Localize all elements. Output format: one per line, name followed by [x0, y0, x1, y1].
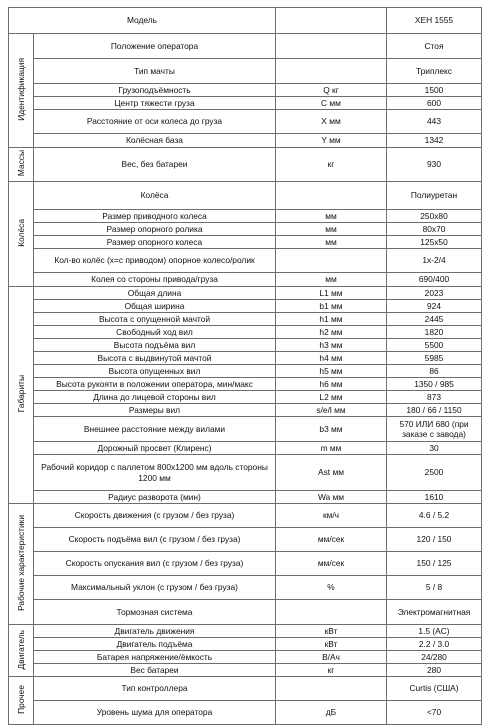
- parameter-name: Размер приводного колеса: [34, 210, 276, 223]
- parameter-unit: L2 мм: [276, 391, 387, 404]
- parameter-name: Центр тяжести груза: [34, 97, 276, 110]
- parameter-value: 30: [387, 442, 482, 455]
- parameter-unit: h6 мм: [276, 378, 387, 391]
- parameter-name: Общая длина: [34, 287, 276, 300]
- parameter-value: 924: [387, 300, 482, 313]
- parameter-unit: b1 мм: [276, 300, 387, 313]
- parameter-name: Положение оператора: [34, 34, 276, 59]
- parameter-value: 180 / 66 / 1150: [387, 404, 482, 417]
- parameter-value: 250x80: [387, 210, 482, 223]
- unit-cell: [276, 8, 387, 34]
- spec-row: [9, 404, 482, 417]
- parameter-unit: мм: [276, 223, 387, 236]
- spec-row: [9, 491, 482, 504]
- spec-row: [9, 651, 482, 664]
- spec-row: [9, 273, 482, 287]
- parameter-value: 86: [387, 365, 482, 378]
- parameter-unit: мм: [276, 236, 387, 249]
- spec-row: [9, 455, 482, 491]
- parameter-value: 4.6 / 5.2: [387, 504, 482, 528]
- parameter-unit: X мм: [276, 110, 387, 134]
- parameter-value: 600: [387, 97, 482, 110]
- parameter-value: 690/400: [387, 273, 482, 287]
- parameter-name: Дорожный просвет (Клиренс): [34, 442, 276, 455]
- model-label: Модель: [9, 8, 276, 34]
- parameter-unit: Ast мм: [276, 455, 387, 491]
- category-label: Массы: [15, 150, 26, 177]
- spec-row: [9, 326, 482, 339]
- parameter-unit: мм/сек: [276, 528, 387, 552]
- spec-row: [9, 417, 482, 442]
- parameter-value: Полиуретан: [387, 182, 482, 210]
- parameter-value: Стоя: [387, 34, 482, 59]
- spec-row: [9, 59, 482, 84]
- parameter-value: 120 / 150: [387, 528, 482, 552]
- spec-row: [9, 625, 482, 638]
- spec-row: [9, 442, 482, 455]
- parameter-unit: h2 мм: [276, 326, 387, 339]
- parameter-unit: Wa мм: [276, 491, 387, 504]
- spec-table: [8, 7, 482, 725]
- parameter-unit: В/Ач: [276, 651, 387, 664]
- parameter-name: Колёсная база: [34, 134, 276, 148]
- parameter-name: Высота опущенных вил: [34, 365, 276, 378]
- spec-row: [9, 552, 482, 576]
- parameter-value: 2445: [387, 313, 482, 326]
- parameter-name: Вес, без батареи: [34, 148, 276, 182]
- spec-row: [9, 110, 482, 134]
- category-label: Идентификация: [15, 57, 26, 121]
- parameter-name: Размер опорного колеса: [34, 236, 276, 249]
- parameter-name: Двигатель движения: [34, 625, 276, 638]
- parameter-name: Тормозная система: [34, 600, 276, 625]
- parameter-value: 280: [387, 664, 482, 677]
- parameter-unit: Q кг: [276, 84, 387, 97]
- parameter-name: Двигатель подъёма: [34, 638, 276, 651]
- spec-row: [9, 134, 482, 148]
- parameter-value: 1500: [387, 84, 482, 97]
- parameter-value: 930: [387, 148, 482, 182]
- parameter-value: 873: [387, 391, 482, 404]
- spec-row: [9, 34, 482, 59]
- spec-row: [9, 576, 482, 600]
- spec-row: [9, 210, 482, 223]
- parameter-unit: [276, 600, 387, 625]
- parameter-name: Скорость подъёма вил (с грузом / без груза): [34, 528, 276, 552]
- parameter-unit: L1 мм: [276, 287, 387, 300]
- header-row: [9, 8, 482, 34]
- parameter-name: Длина до лицевой стороны вил: [34, 391, 276, 404]
- spec-row: [9, 528, 482, 552]
- spec-row: [9, 677, 482, 701]
- spec-row: [9, 365, 482, 378]
- parameter-value: 443: [387, 110, 482, 134]
- parameter-name: Тип контроллера: [34, 677, 276, 701]
- parameter-unit: C мм: [276, 97, 387, 110]
- parameter-name: Тип мачты: [34, 59, 276, 84]
- category-label: Колёса: [15, 219, 26, 247]
- model-value: XEH 1555: [387, 8, 482, 34]
- parameter-unit: h1 мм: [276, 313, 387, 326]
- parameter-unit: %: [276, 576, 387, 600]
- parameter-unit: кВт: [276, 625, 387, 638]
- parameter-value: 2500: [387, 455, 482, 491]
- parameter-value: 5 / 8: [387, 576, 482, 600]
- spec-row: [9, 249, 482, 273]
- spec-row: [9, 84, 482, 97]
- category-cell-рабочие-характеристики: [9, 504, 34, 625]
- parameter-unit: [276, 59, 387, 84]
- category-cell-двигатель: [9, 625, 34, 677]
- parameter-unit: m мм: [276, 442, 387, 455]
- parameter-value: 1.5 (AC): [387, 625, 482, 638]
- spec-row: [9, 504, 482, 528]
- spec-row: [9, 391, 482, 404]
- parameter-unit: [276, 249, 387, 273]
- parameter-name: Общая ширина: [34, 300, 276, 313]
- parameter-value: 5985: [387, 352, 482, 365]
- parameter-name: Рабочий коридор с паллетом 800x1200 мм вдоль стороны 1200 мм: [34, 455, 276, 491]
- parameter-unit: [276, 182, 387, 210]
- category-cell-прочее: [9, 677, 34, 725]
- parameter-value: <70: [387, 701, 482, 725]
- parameter-value: 1820: [387, 326, 482, 339]
- category-label: Габариты: [15, 375, 26, 413]
- parameter-value: 2.2 / 3.0: [387, 638, 482, 651]
- parameter-value: Электромагнитная: [387, 600, 482, 625]
- parameter-name: Скорость опускания вил (с грузом / без груза): [34, 552, 276, 576]
- parameter-value: 5500: [387, 339, 482, 352]
- parameter-unit: кВт: [276, 638, 387, 651]
- parameter-name: Размер опорного ролика: [34, 223, 276, 236]
- spec-row: [9, 339, 482, 352]
- parameter-value: 125x50: [387, 236, 482, 249]
- parameter-name: Колея со стороны привода/груза: [34, 273, 276, 287]
- spec-row: [9, 148, 482, 182]
- parameter-value: 80x70: [387, 223, 482, 236]
- spec-row: [9, 236, 482, 249]
- category-label: Двигатель: [15, 629, 26, 670]
- parameter-unit: мм: [276, 210, 387, 223]
- parameter-name: Скорость движения (с грузом / без груза): [34, 504, 276, 528]
- spec-row: [9, 300, 482, 313]
- spec-row: [9, 701, 482, 725]
- parameter-value: 1x-2/4: [387, 249, 482, 273]
- parameter-value: 2023: [387, 287, 482, 300]
- category-cell-колёса: [9, 182, 34, 287]
- parameter-name: Высота с выдвинутой мачтой: [34, 352, 276, 365]
- parameter-name: Свободный ход вил: [34, 326, 276, 339]
- parameter-unit: кг: [276, 148, 387, 182]
- parameter-name: Высота рукояти в положении оператора, мин/макс: [34, 378, 276, 391]
- parameter-value: 150 / 125: [387, 552, 482, 576]
- parameter-value: Триплекс: [387, 59, 482, 84]
- spec-row: [9, 97, 482, 110]
- parameter-unit: [276, 677, 387, 701]
- spec-table-body: [9, 8, 482, 725]
- parameter-name: Кол-во колёс (x=с приводом) опорное колесо/ролик: [34, 249, 276, 273]
- category-cell-идентификация: [9, 34, 34, 148]
- parameter-unit: [276, 34, 387, 59]
- spec-row: [9, 664, 482, 677]
- parameter-unit: кг: [276, 664, 387, 677]
- parameter-unit: s/e/l мм: [276, 404, 387, 417]
- spec-row: [9, 182, 482, 210]
- parameter-value: 570 ИЛИ 680 (при заказе с завода): [387, 417, 482, 442]
- parameter-name: Высота с опущенной мачтой: [34, 313, 276, 326]
- parameter-name: Максимальный уклон (с грузом / без груза): [34, 576, 276, 600]
- parameter-name: Колёса: [34, 182, 276, 210]
- parameter-value: 24/280: [387, 651, 482, 664]
- parameter-name: Внешнее расстояние между вилами: [34, 417, 276, 442]
- parameter-name: Расстояние от оси колеса до груза: [34, 110, 276, 134]
- category-cell-массы: [9, 148, 34, 182]
- spec-row: [9, 287, 482, 300]
- parameter-unit: мм/сек: [276, 552, 387, 576]
- parameter-unit: дБ: [276, 701, 387, 725]
- parameter-value: Curtis (США): [387, 677, 482, 701]
- parameter-name: Радиус разворота (мин): [34, 491, 276, 504]
- parameter-unit: h4 мм: [276, 352, 387, 365]
- spec-row: [9, 223, 482, 236]
- parameter-name: Уровень шума для оператора: [34, 701, 276, 725]
- spec-row: [9, 600, 482, 625]
- category-label: Рабочие характеристики: [15, 514, 26, 611]
- parameter-name: Батарея напряжение/ёмкость: [34, 651, 276, 664]
- category-label: Прочее: [15, 684, 26, 714]
- parameter-name: Грузоподъёмность: [34, 84, 276, 97]
- category-cell-габариты: [9, 287, 34, 504]
- parameter-name: Высота подъёма вил: [34, 339, 276, 352]
- parameter-value: 1610: [387, 491, 482, 504]
- spec-row: [9, 638, 482, 651]
- parameter-unit: b3 мм: [276, 417, 387, 442]
- parameter-unit: км/ч: [276, 504, 387, 528]
- parameter-unit: мм: [276, 273, 387, 287]
- parameter-value: 1350 / 985: [387, 378, 482, 391]
- parameter-value: 1342: [387, 134, 482, 148]
- parameter-name: Вес батареи: [34, 664, 276, 677]
- spec-row: [9, 352, 482, 365]
- parameter-unit: h3 мм: [276, 339, 387, 352]
- parameter-unit: h5 мм: [276, 365, 387, 378]
- parameter-unit: Y мм: [276, 134, 387, 148]
- spec-row: [9, 378, 482, 391]
- spec-row: [9, 313, 482, 326]
- parameter-name: Размеры вил: [34, 404, 276, 417]
